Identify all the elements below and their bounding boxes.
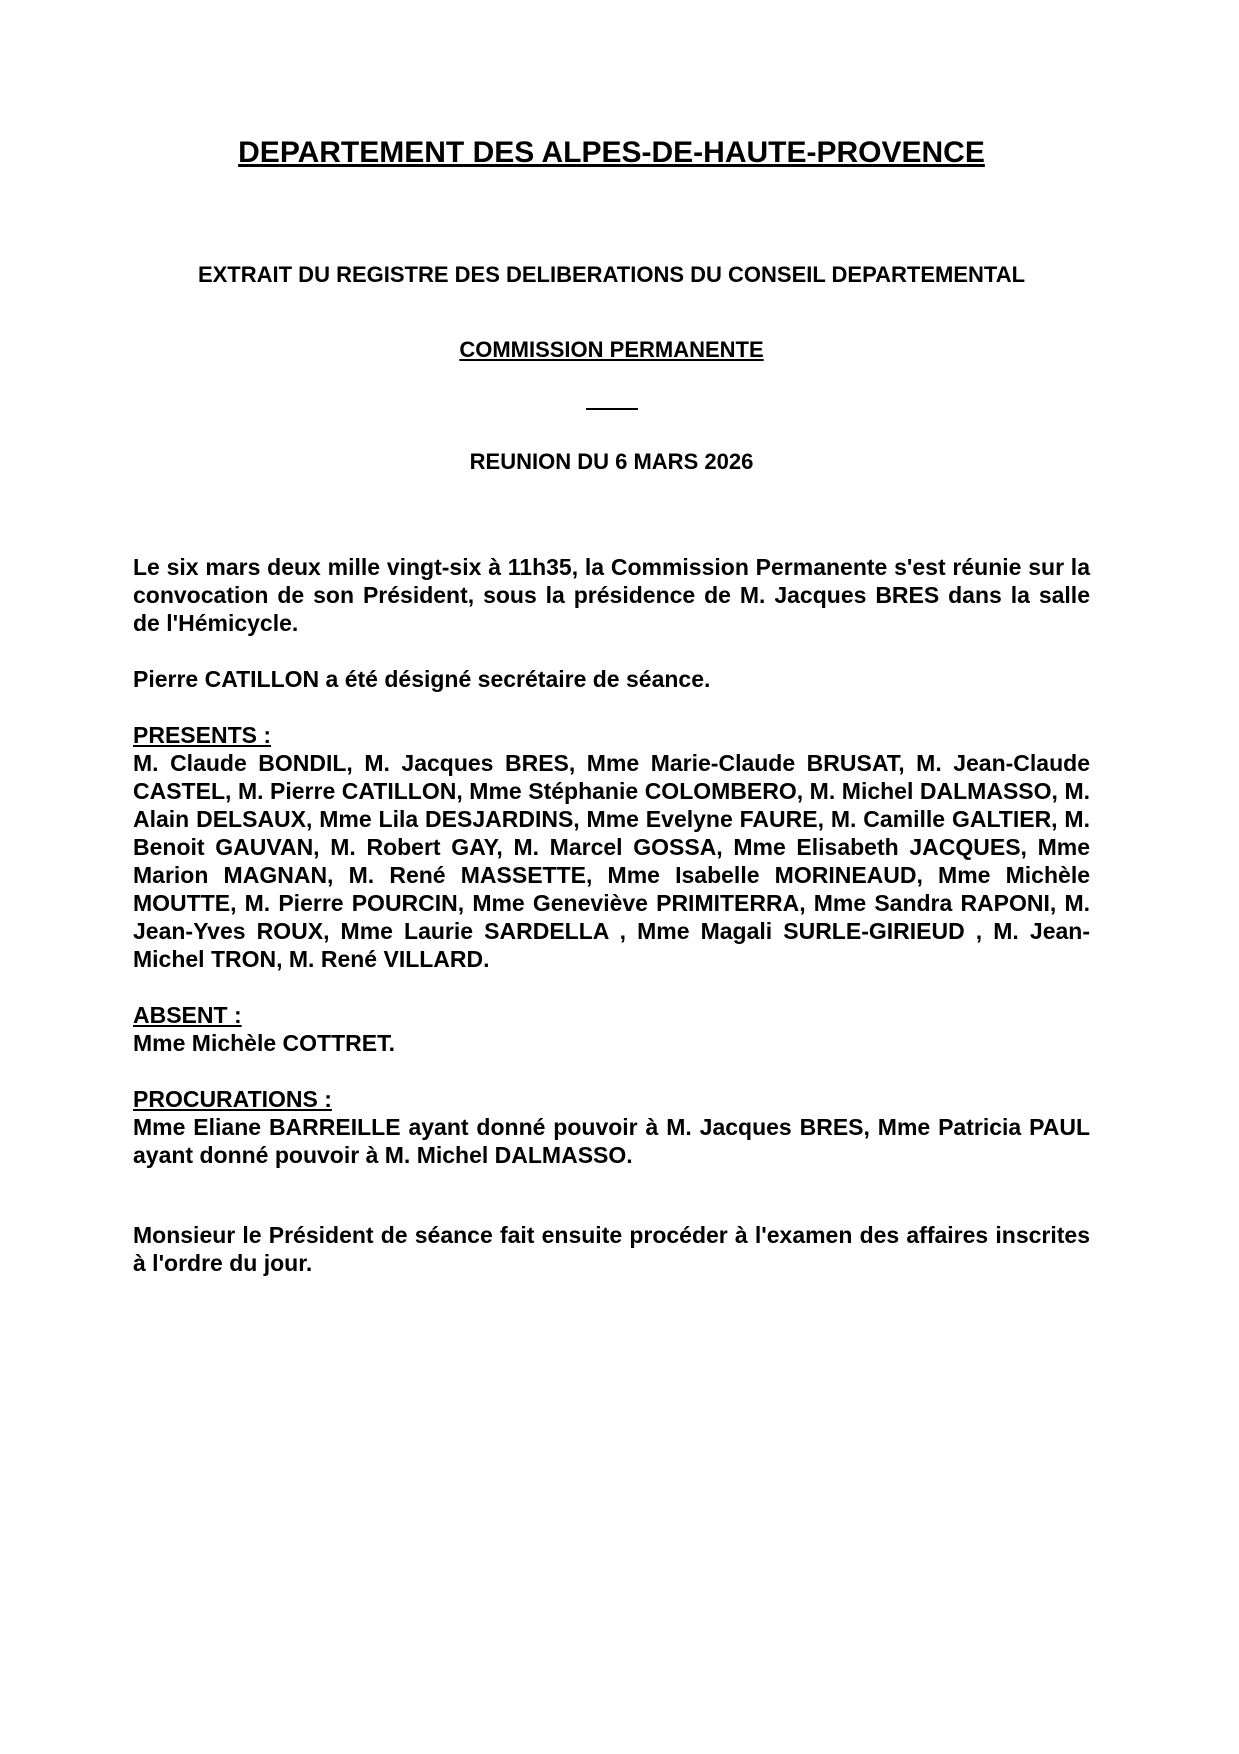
procurations-heading: PROCURATIONS : [133,1086,332,1112]
absent-names: Mme Michèle COTTRET. [133,1030,395,1056]
document-title: DEPARTEMENT DES ALPES-DE-HAUTE-PROVENCE [238,136,985,169]
absent-section [133,1001,1090,1057]
intro-paragraph: Le six mars deux mille vingt-six à 11h35, la Commission Permanente s'est réunie sur la convocation de son Président, sous la présidence de M. Jacques BRES dans la salle de l'Hémicycle. [133,554,1090,636]
presents-names: M. Claude BONDIL, M. Jacques BRES, Mme Marie-Claude BRUSAT, M. Jean-Claude CASTEL, M. Pierre CATILLON, Mme Stéphanie COLOMBERO, M. Michel DALMASSO, M. Alain DELSAUX, Mme Lila DESJARDINS, Mme Evelyne FAURE, M. Camille GALTIER, M. Benoit GAUVAN, M. Robert GAY, M. Marcel GOSSA, Mme Elisabeth JACQUES, Mme Marion MAGNAN, M. René MASSETTE, Mme Isabelle MORINEAUD, Mme Michèle MOUTTE, M. Pierre POURCIN, Mme Geneviève PRIMITERRA, Mme Sandra RAPONI, M. Jean-Yves ROUX, Mme Laurie SARDELLA , Mme Magali SURLE-GIRIEUD , M. Jean-Michel TRON, M. René VILLARD. [133,750,1090,972]
procurations-section [133,1085,1090,1169]
absent-heading: ABSENT : [133,1002,242,1028]
meeting-title: REUNION DU 6 MARS 2026 [469,449,754,474]
commission-heading: COMMISSION PERMANENTE [459,337,764,362]
document-subtitle: EXTRAIT DU REGISTRE DES DELIBERATIONS DU CONSEIL DEPARTEMENTAL [197,262,1026,287]
secretary-paragraph: Pierre CATILLON a été désigné secrétaire de séance. [133,666,711,692]
presents-section [133,721,1090,973]
closing-paragraph: Monsieur le Président de séance fait ensuite procéder à l'examen des affaires inscrites à l'ordre du jour. [133,1222,1090,1276]
horizontal-divider [586,408,638,410]
presents-heading: PRESENTS : [133,722,272,748]
procurations-text: Mme Eliane BARREILLE ayant donné pouvoir à M. Jacques BRES, Mme Patricia PAUL ayant donné pouvoir à M. Michel DALMASSO. [133,1114,1090,1168]
